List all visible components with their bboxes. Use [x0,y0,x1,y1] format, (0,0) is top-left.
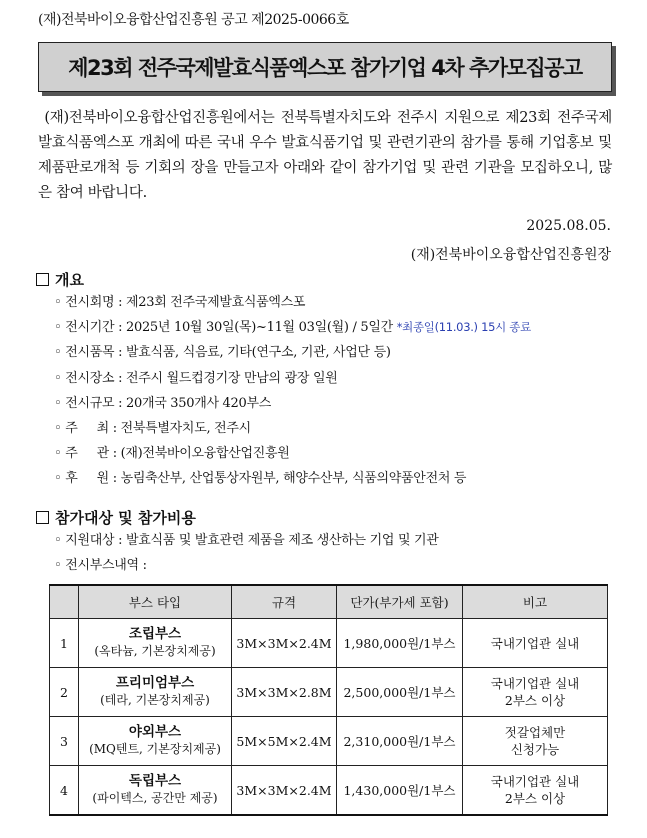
row-price: 2,310,000원/1부스 [337,717,463,766]
booth-sub: (파이텍스, 공간만 제공) [92,791,218,805]
item-value: 전주시 월드컵경기장 만남의 광장 일원 [126,370,338,386]
section-participation-heading [36,507,196,528]
item-value: 농림축산부, 산업통상자원부, 해양수산부, 식품의약품안전처 등 [120,471,467,487]
page-title: 제23회 전주국제발효식품엑스포 참가기업 4차 추가모집공고 [68,56,582,80]
header-booth-type: 부스 타입 [79,585,232,619]
row-no: 4 [50,766,79,816]
intro-paragraph [38,106,612,206]
booth-label: ◦ 전시부스내역 : [54,558,147,574]
row-note-cell [463,619,608,668]
table-header-row [50,585,608,619]
item-label: ◦ 주 최 : [54,421,117,437]
closing-note: *최종일(11.03.) 15시 종료 [396,320,531,335]
list-item [54,340,531,365]
intro-text: (재)전북바이오융합산업진흥원에서는 전북특별자치도와 전주시 지원으로 제23회 전주국제발효식품엑스포 개최에 따른 국내 우수 발효식품기업 및 관련기관의 참가를 통해 기업홍보 및 제품판로개척 등 기회의 장을 만들고자 아래와 같이 참가기업 및 관련 기관을 모집하오니, 많은 참여 바랍니다. [38,110,612,201]
row-size: 5M×5M×2.4M [232,717,337,766]
title-banner [38,42,612,92]
note-line: 2부스 이상 [504,791,566,806]
target-item: ◦ 지원대상 : 발효식품 및 발효관련 제품을 제조 생산하는 기업 및 기관 [54,533,439,548]
list-item [54,466,531,491]
participation-heading-text: 참가대상 및 참가비용 [55,509,196,527]
row-type-cell [79,619,232,668]
header-size: 규격 [232,585,337,619]
table-row [50,668,608,717]
booth-table [49,584,608,816]
square-bullet-icon [36,511,49,524]
list-item [54,441,531,466]
item-value: 제23회 전주국제발효식품엑스포 [126,295,306,310]
list-item [54,315,531,340]
booth-sub: (옥타늄, 기본장치제공) [94,644,216,658]
booth-type: 프리미엄부스 [115,675,195,691]
list-item [54,290,531,315]
booth-sub: (MQ텐트, 기본장치제공) [89,742,221,756]
row-note-cell [463,766,608,816]
item-label: ◦ 전시장소 : [54,370,123,386]
note-line: 2부스 이상 [504,693,566,708]
row-size: 3M×3M×2.4M [232,766,337,816]
row-type-cell [79,717,232,766]
row-note-cell [463,717,608,766]
item-value: 20개국 350개사 420부스 [126,395,271,411]
overview-heading-text: 개요 [55,271,84,289]
row-price: 2,500,000원/1부스 [337,668,463,717]
row-no: 2 [50,668,79,717]
row-no: 3 [50,717,79,766]
row-size: 3M×3M×2.8M [232,668,337,717]
notice-number: (재)전북바이오융합산업진흥원 공고 제2025-0066호 [38,12,349,28]
table-row [50,717,608,766]
row-size: 3M×3M×2.4M [232,619,337,668]
participation-list [54,528,439,578]
table-row [50,619,608,668]
item-label: ◦ 후 원 : [54,471,117,487]
item-label: ◦ 전시기간 : [54,320,123,336]
square-bullet-icon [36,273,49,286]
row-no: 1 [50,619,79,668]
booth-type: 독립부스 [128,773,182,789]
row-type-cell [79,766,232,816]
booth-type: 야외부스 [128,724,182,740]
overview-list [54,290,531,492]
note-line: 국내기업관 실내 [490,774,580,789]
item-value: (재)전북바이오융합산업진흥원 [120,446,290,462]
header-no [50,585,79,619]
note-line: 신청가능 [510,742,560,757]
row-price: 1,980,000원/1부스 [337,619,463,668]
row-type-cell [79,668,232,717]
booth-type: 조립부스 [128,626,182,642]
item-value: 발효식품, 식음료, 기타(연구소, 기관, 사업단 등) [126,345,391,361]
row-price: 1,430,000원/1부스 [337,766,463,816]
list-item [54,416,531,441]
item-label: ◦ 전시품목 : [54,345,123,361]
note-line: 젓갈업체만 [504,725,566,740]
item-label: ◦ 전시규모 : [54,395,123,411]
item-value: 2025년 10월 30일(목)~11월 03일(월) / 5일간 [126,320,393,336]
list-item [54,391,531,416]
item-value: 전북특별자치도, 전주시 [120,421,251,437]
item-label: ◦ 주 관 : [54,446,117,462]
booth-sub: (테라, 기본장치제공) [100,693,210,707]
row-note-cell [463,668,608,717]
header-note: 비고 [463,585,608,619]
notice-date: 2025.08.05. [526,218,611,234]
item-label: ◦ 전시회명 : [54,295,123,310]
list-item [54,366,531,391]
header-price: 단가(부가세 포함) [337,585,463,619]
table-row [50,766,608,816]
section-overview-heading [36,269,84,290]
note-line: 국내기업관 실내 [490,676,580,691]
note-line: 국내기업관 실내 [490,635,580,651]
issuer: (재)전북바이오융합산업진흥원장 [410,247,611,263]
